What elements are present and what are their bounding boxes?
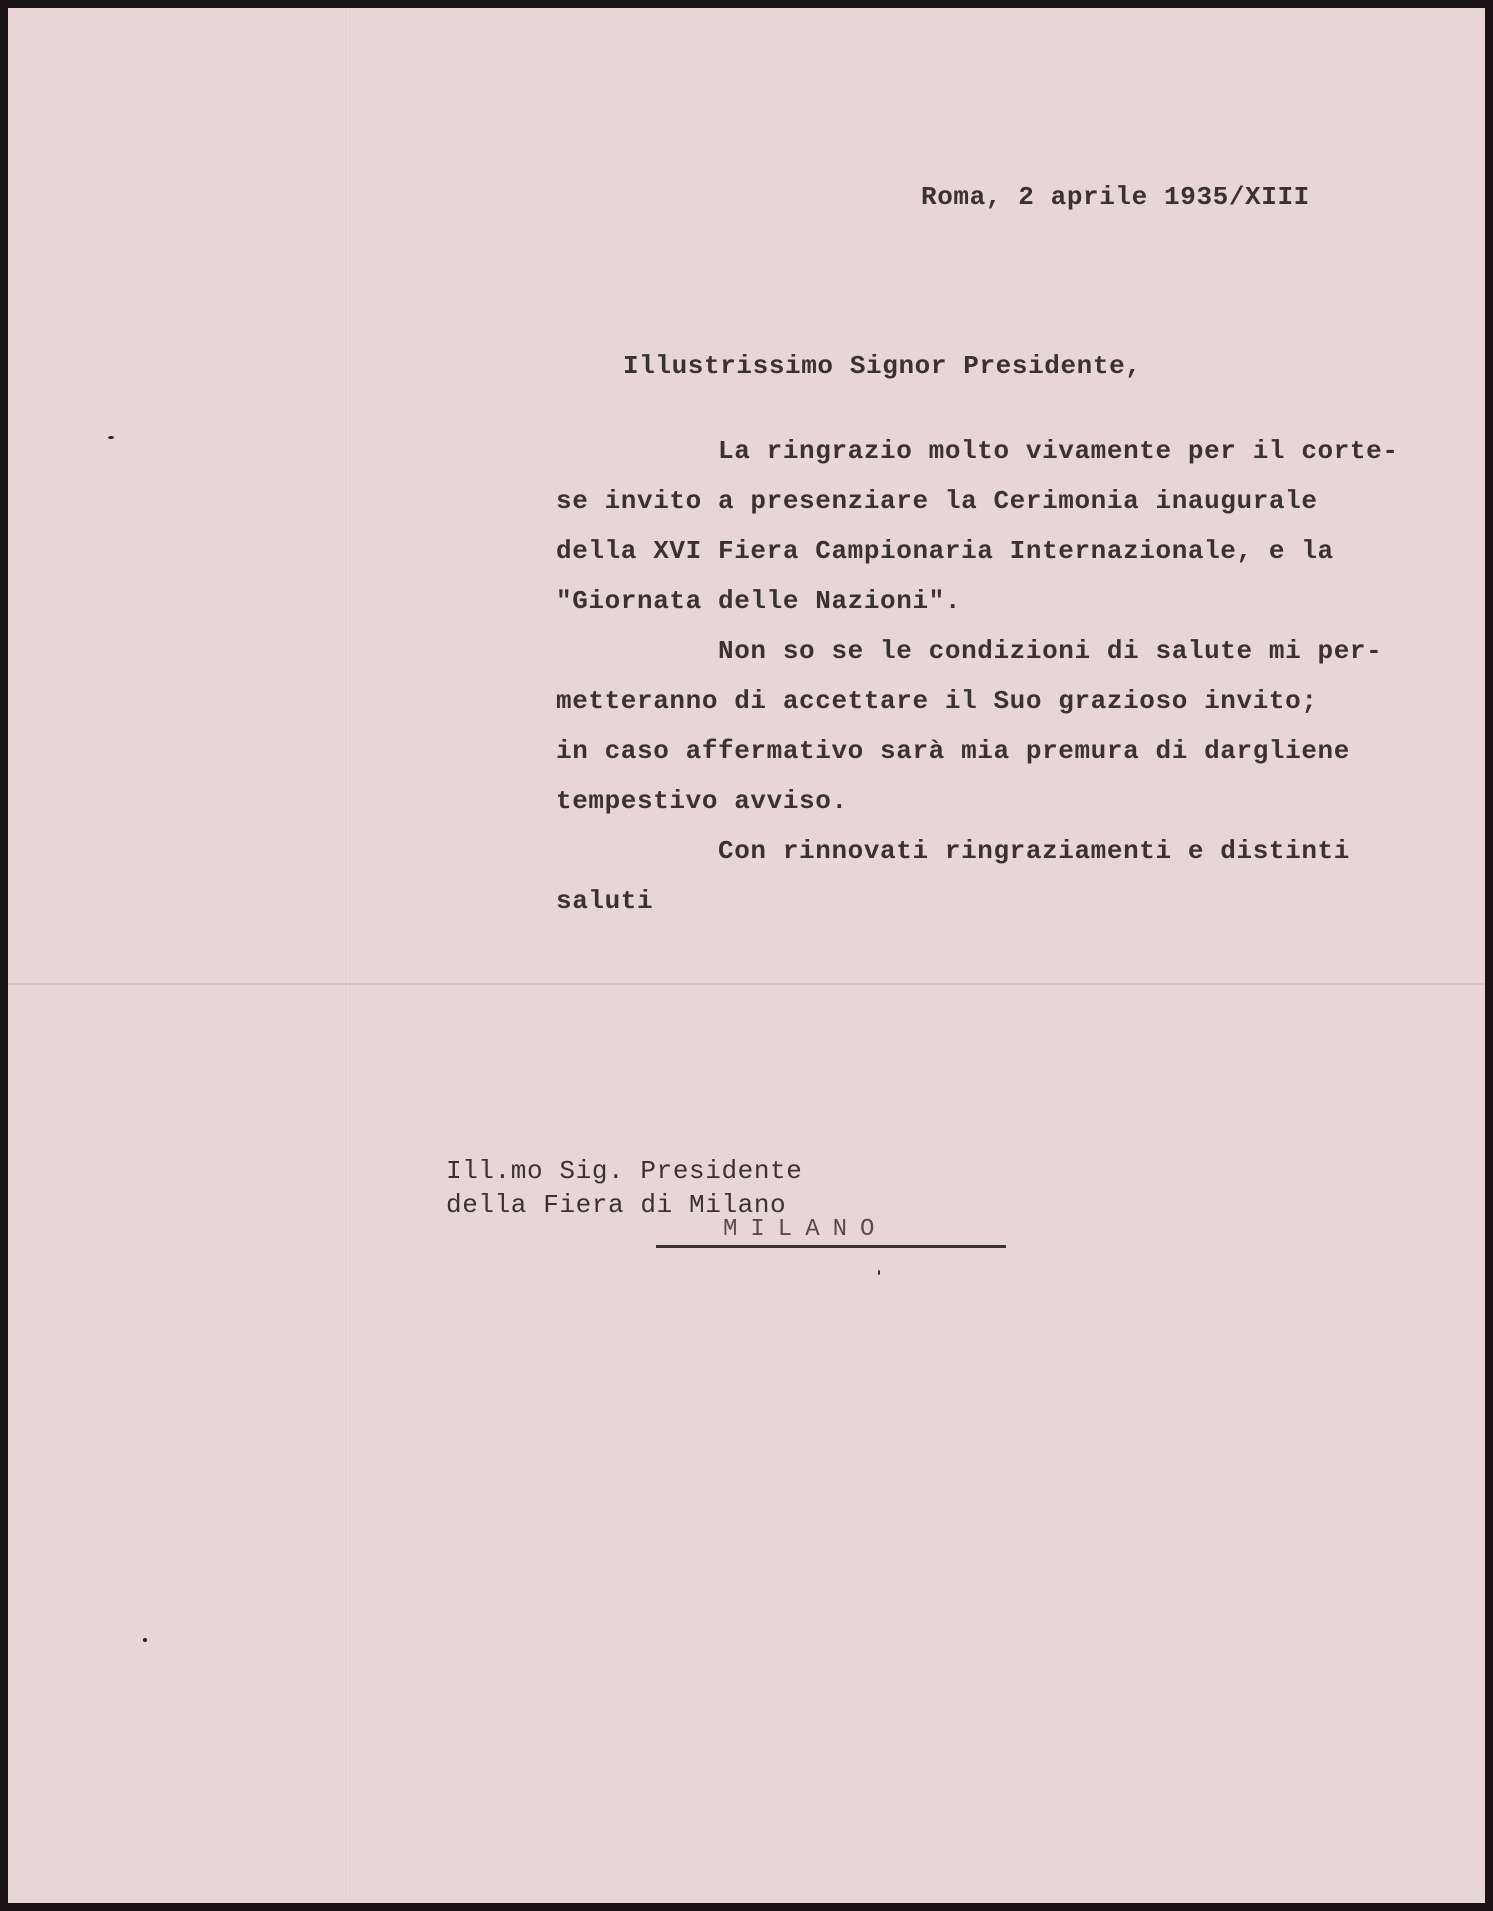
letter-salutation: Illustrissimo Signor Presidente, <box>623 351 1142 381</box>
paper-speck <box>143 1638 147 1642</box>
body-line: in caso affermativo sarà mia premura di dargliene <box>556 736 1350 766</box>
body-line: saluti <box>556 886 654 916</box>
body-line: tempestivo avviso. <box>556 786 848 816</box>
address-city: MILANO <box>723 1216 888 1243</box>
paper-speck <box>108 436 114 439</box>
body-line: La ringrazio molto vivamente per il corte- <box>556 436 1399 466</box>
letter-date: Roma, 2 aprile 1935/XIII <box>921 182 1310 212</box>
city-underline <box>656 1245 1006 1248</box>
body-line: se invito a presenziare la Cerimonia inaugurale <box>556 486 1318 516</box>
paper-fold-vertical <box>348 8 350 1903</box>
address-line: della Fiera di Milano <box>446 1190 787 1220</box>
body-line: metteranno di accettare il Suo grazioso invito; <box>556 686 1318 716</box>
body-line: Con rinnovati ringraziamenti e distinti <box>556 836 1350 866</box>
paper-speck <box>878 1270 880 1275</box>
body-line: della XVI Fiera Campionaria Internazionale, e la <box>556 536 1334 566</box>
address-line: Ill.mo Sig. Presidente <box>446 1156 803 1186</box>
body-line: Non so se le condizioni di salute mi per- <box>556 636 1383 666</box>
paper-fold-horizontal <box>8 983 1485 985</box>
letter-page <box>8 8 1485 1903</box>
body-line: "Giornata delle Nazioni". <box>556 586 962 616</box>
